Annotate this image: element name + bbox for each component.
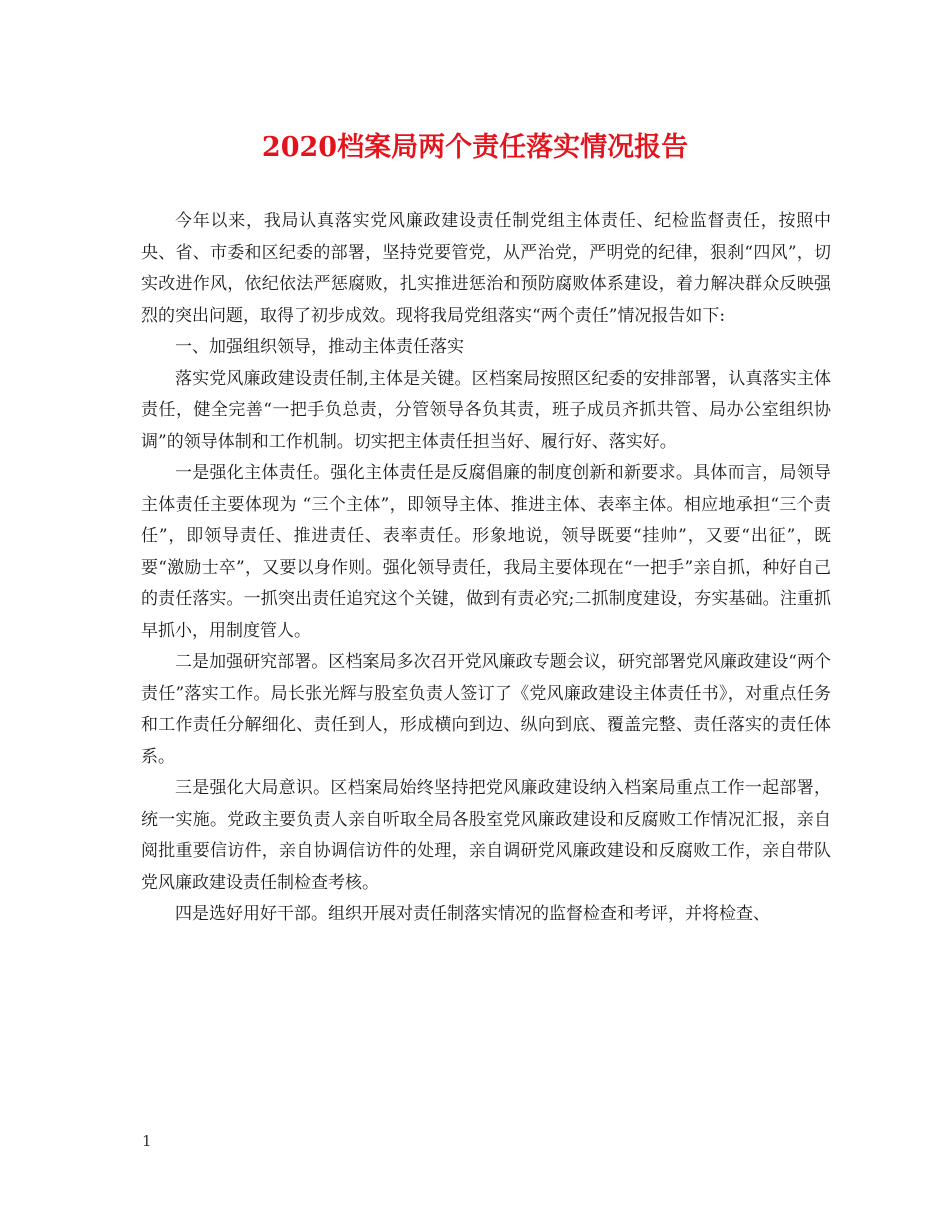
paragraph-point-1: 一是强化主体责任。强化主体责任是反腐倡廉的制度创新和新要求。具体而言，局领导主体责任主要体现为 “三个主体”，即领导主体、推进主体、表率主体。相应地承担“三个责任”，即领导责任、推进责任、表率责任。形象地说，领导既要“挂帅”，又要“出征”，既要“激励士卒”，又要以身作则。强化领导责任，我局主要体现在“一把手”亲自抓，种好自己的责任落实。一抓突出责任追究这个关键，做到有责必究;二抓制度建设，夯实基础。注重抓早抓小，用制度管人。 <box>141 463 831 641</box>
page-number: 1 <box>142 1132 152 1150</box>
section-heading-1: 一、加强组织领导，推动主体责任落实 <box>175 337 464 357</box>
document-body <box>141 206 831 931</box>
paragraph-point-2: 二是加强研究部署。区档案局多次召开党风廉政专题会议，研究部署党风廉政建设“两个责任”落实工作。局长张光辉与股室负责人签订了《党风廉政建设主体责任书》，对重点任务和工作责任分解细化、责任到人，形成横向到边、纵向到底、覆盖完整、责任落实的责任体系。 <box>141 652 831 767</box>
paragraph-point-4: 四是选好用好干部。组织开展对责任制落实情况的监督检查和考评，并将检查、 <box>175 904 770 924</box>
paragraph-point-3: 三是强化大局意识。区档案局始终坚持把党风廉政建设纳入档案局重点工作一起部署，统一实施。党政主要负责人亲自听取全局各股室党风廉政建设和反腐败工作情况汇报，亲自阅批重要信访件，亲自协调信访件的处理，亲自调研党风廉政建设和反腐败工作，亲自带队党风廉政建设责任制检查考核。 <box>141 778 831 893</box>
document-title: 2020档案局两个责任落实情况报告 <box>261 132 689 163</box>
paragraph-main-responsibility: 落实党风廉政建设责任制,主体是关键。区档案局按照区纪委的安排部署，认真落实主体责任，健全完善“一把手负总责，分管领导各负其责，班子成员齐抓共管、局办公室组织协调”的领导体制和工作机制。切实把主体责任担当好、履行好、落实好。 <box>141 368 831 452</box>
paragraph-intro: 今年以来，我局认真落实党风廉政建设责任制党组主体责任、纪检监督责任，按照中央、省、市委和区纪委的部署，坚持党要管党，从严治党，严明党的纪律，狠刹“四风”，切实改进作风，依纪依法严惩腐败，扎实推进惩治和预防腐败体系建设，着力解决群众反映强烈的突出问题，取得了初步成效。现将我局党组落实“两个责任”情况报告如下: <box>141 211 831 326</box>
